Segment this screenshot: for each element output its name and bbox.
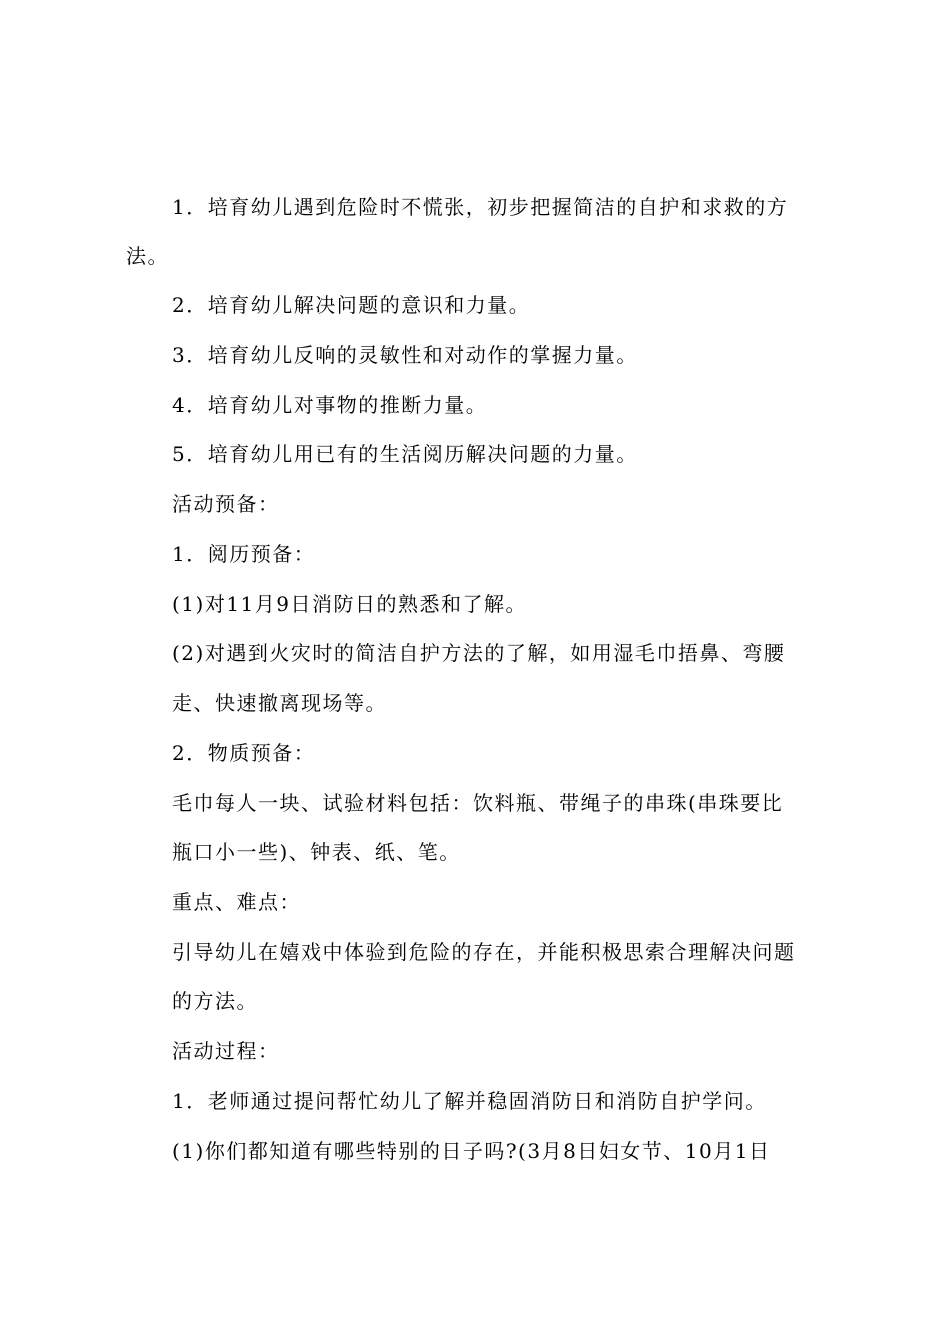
text-line: 2．培育幼儿解决问题的意识和力量。 (172, 293, 531, 317)
text-line: 1．老师通过提问帮忙幼儿了解并稳固消防日和消防自护学问。 (172, 1089, 767, 1113)
text-line: 1．阅历预备： (172, 542, 316, 566)
text-line: 引导幼儿在嬉戏中体验到危险的存在，并能积极思索合理解决问题 (172, 940, 796, 964)
text-line: (2)对遇到火灾时的简洁自护方法的了解，如用湿毛巾捂鼻、弯腰 (172, 641, 786, 665)
text-line: 的方法。 (172, 989, 258, 1013)
text-line: 毛巾每人一块、试验材料包括：饮料瓶、带绳子的串珠(串珠要比 (172, 791, 784, 815)
text-line: (1)对11月9日消防日的熟悉和了解。 (172, 592, 528, 616)
section-heading: 活动预备： (172, 492, 280, 516)
text-line: 5．培育幼儿用已有的生活阅历解决问题的力量。 (172, 442, 638, 466)
section-heading: 重点、难点： (172, 890, 301, 914)
text-line: 4．培育幼儿对事物的推断力量。 (172, 393, 488, 417)
text-line: 法。 (126, 244, 169, 268)
section-heading: 活动过程： (172, 1039, 280, 1063)
text-line: 3．培育幼儿反响的灵敏性和对动作的掌握力量。 (172, 343, 638, 367)
text-line: 瓶口小一些)、钟表、纸、笔。 (172, 840, 461, 864)
text-line: 2．物质预备： (172, 741, 316, 765)
text-line: 1．培育幼儿遇到危险时不慌张，初步把握简洁的自护和求救的方 (172, 195, 789, 219)
text-line: 走、快速撤离现场等。 (172, 691, 387, 715)
text-line: (1)你们都知道有哪些特别的日子吗?(3月8日妇女节、10月1日 (172, 1139, 771, 1163)
